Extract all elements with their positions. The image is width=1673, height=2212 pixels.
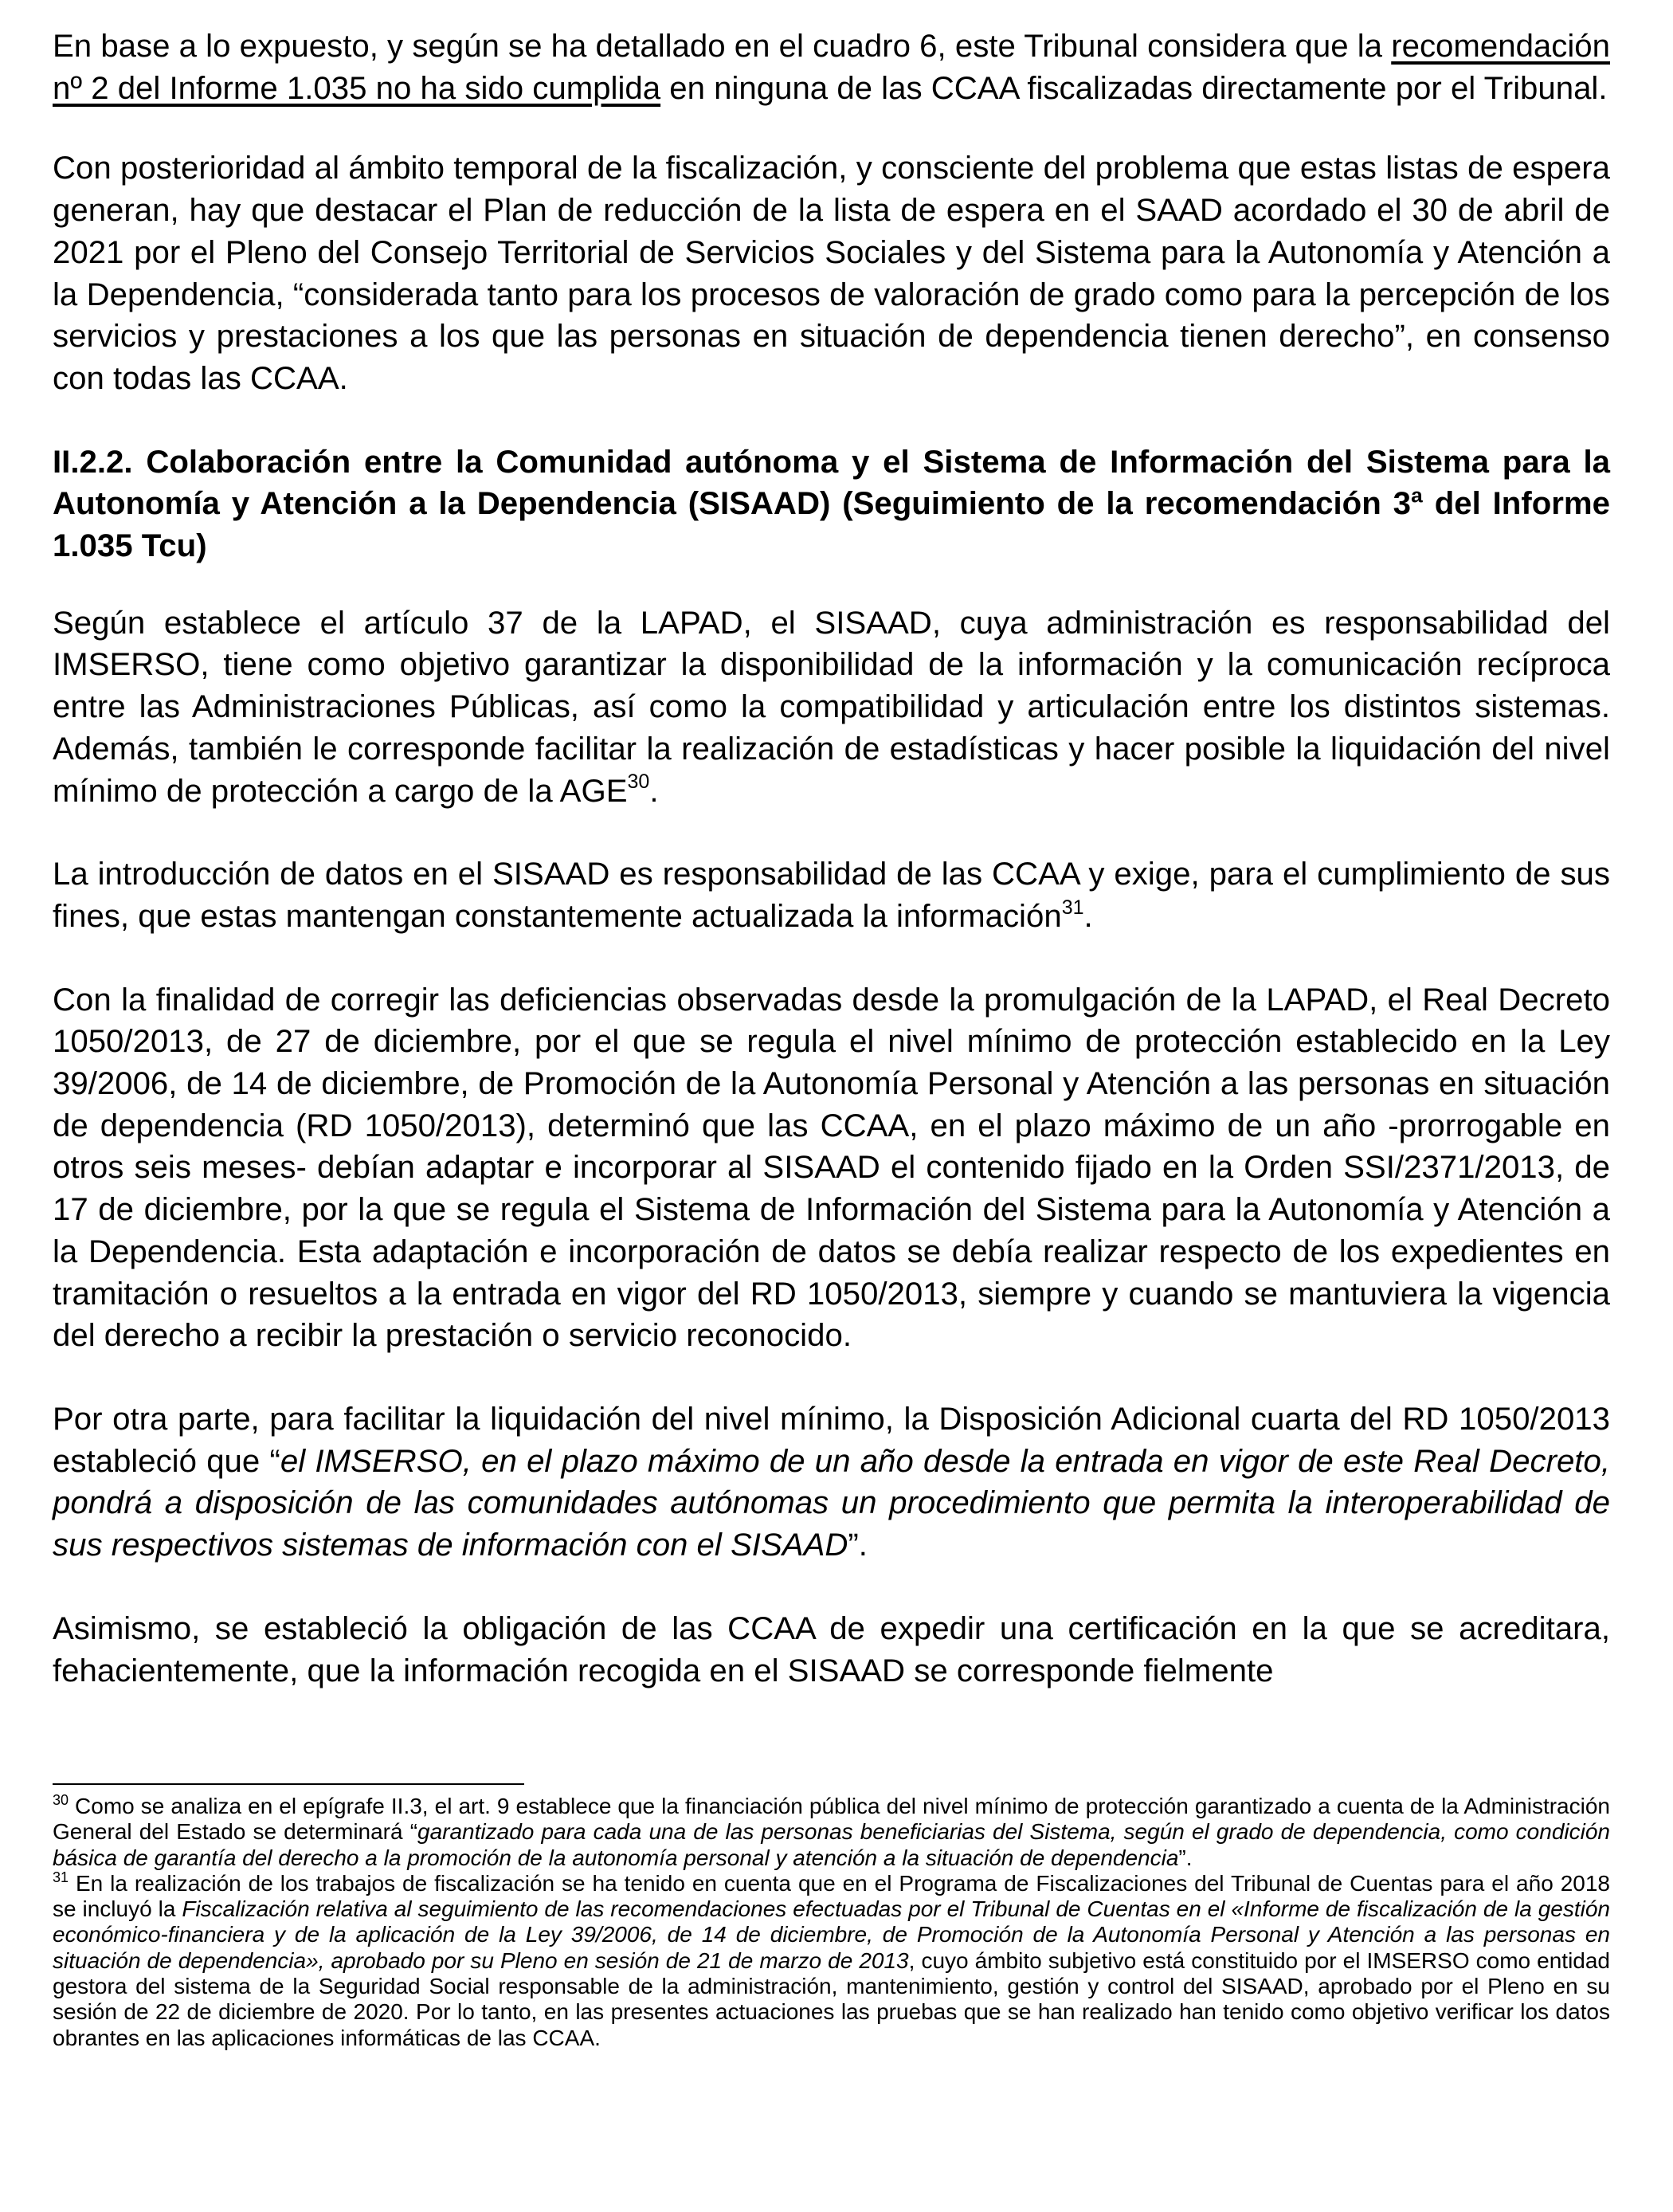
section-heading-ii-2-2: II.2.2. Colaboración entre la Comunidad autónoma y el Sistema de Información del Sistema para la Autonomía y Atención a la Dependencia (SISAAD) (Seguimiento de la recomendación 3ª del Informe 1.035 Tcu) <box>53 443 1610 564</box>
footnote-separator <box>53 1783 524 1785</box>
quoted-regulation: el IMSERSO, en el plazo máximo de un año desde la entrada en vigor de este Real Decreto, pondrá a disposición de las comunidades autónomas un procedimiento que permita la interoperabilidad de sus respectivos sistemas de información con el SISAAD <box>53 1442 1610 1563</box>
footnote-31: $^{31}$ En la realización de los trabajos de fiscalización se ha tenido en cuenta que en el Programa de Fiscalizaciones del Tribunal de Cuentas para el año 2018 se incluyó la Fiscalización relativa al seguimiento de las recomendaciones efectuadas por el Tribunal de Cuentas en el «Informe de fiscalización de la gestión económico-financiera y de la aplicación de la Ley 39/2006, de 14 de diciembre, de Promoción de la Autonomía Personal y Atención a las personas en situación de dependencia», aprobado por su Pleno en sesión de 21 de marzo de 2013, cuyo ámbito subjetivo está constituido por el IMSERSO como entidad gestora del sistema de la Seguridad Social responsable de la administración, mantenimiento, gestión y control del SISAAD, aprobado por el Pleno en su sesión de 22 de diciembre de 2020. Por lo tanto, en las presentes actuaciones las pruebas que se han realizado han tenido como objetivo verificar los datos obrantes en las aplicaciones informáticas de las CCAA. <box>53 1869 1611 2050</box>
paragraph-plan-reduccion: Con posterioridad al ámbito temporal de la fiscalización, y consciente del problema que estas listas de espera generan, hay que destacar el Plan de reducción de la lista de espera en el SAAD acordado el 30 de abril de 2021 por el Pleno del Consejo Territorial de Servicios Sociales y del Sistema para la Autonomía y Atención a la Dependencia, “considerada tanto para los procesos de valoración de grado como para la percepción de los servicios y prestaciones a los que las personas en situación de dependencia tienen derecho”, en consenso con todas las CCAA. <box>53 150 1610 396</box>
paragraph-certificacion: Asimismo, se estableció la obligación de las CCAA de expedir una certificación en la que se acreditara, fehacientemente, que la información recogida en el SISAAD se corresponde fielmente <box>53 1610 1610 1688</box>
paragraph-data-entry: La introducción de datos en el SISAAD es responsabilidad de las CCAA y exige, para el cumplimiento de sus fines, que estas mantengan constantemente actualizada la información$^{31}$. <box>53 856 1610 934</box>
footnote-ref-31: 31 <box>1061 896 1084 919</box>
underlined-finding: recomendación nº 2 del Informe 1.035 no ha sido cumplida <box>53 28 1610 106</box>
paragraph-conclusion-rec2: En base a lo expuesto, y según se ha detallado en el cuadro 6, este Tribunal considera que la recomendación nº 2 del Informe 1.035 no ha sido cumplida en ninguna de las CCAA fiscalizadas directamente por el Tribunal. <box>53 28 1610 106</box>
report-page-body <box>53 25 1610 1733</box>
footnotes <box>53 1791 1611 2051</box>
footnote-ref-30: 30 <box>627 771 650 794</box>
paragraph-rd-1050-2013: Con la finalidad de corregir las deficiencias observadas desde la promulgación de la LAPAD, el Real Decreto 1050/2013, de 27 de diciembre, por el que se regula el nivel mínimo de protección establecido en la Ley 39/2006, de 14 de diciembre, de Promoción de la Autonomía Personal y Atención a las personas en situación de dependencia (RD 1050/2013), determinó que las CCAA, en el plazo máximo de un año -prorrogable en otros seis meses- debían adaptar e incorporar al SISAAD el contenido fijado en la Orden SSI/2371/2013, de 17 de diciembre, por la que se regula el Sistema de Información del Sistema para la Autonomía y Atención a la Dependencia. Esta adaptación e incorporación de datos se debía realizar respecto de los expedientes en tramitación o resueltos a la entrada en vigor del RD 1050/2013, siempre y cuando se mantuviera la vigencia del derecho a recibir la prestación o servicio reconocido. <box>53 981 1610 1354</box>
paragraph-disposicion-adicional: Por otra parte, para facilitar la liquidación del nivel mínimo, la Disposición Adicional cuarta del RD 1050/2013 estableció que “el IMSERSO, en el plazo máximo de un año desde la entrada en vigor de este Real Decreto, pondrá a disposición de las comunidades autónomas un procedimiento que permita la interoperabilidad de sus respectivos sistemas de información con el SISAAD”. <box>53 1400 1610 1563</box>
paragraph-sisaad-article37: Según establece el artículo 37 de la LAPAD, el SISAAD, cuya administración es responsabilidad del IMSERSO, tiene como objetivo garantizar la disponibilidad de la información y la comunicación recíproca entre las Administraciones Públicas, así como la compatibilidad y articulación entre los distintos sistemas. Además, también le corresponde facilitar la realización de estadísticas y hacer posible la liquidación del nivel mínimo de protección a cargo de la AGE$^{30}$. <box>53 604 1610 809</box>
footnote-30: $^{30}$ Como se analiza en el epígrafe II.3, el art. 9 establece que la financiación pública del nivel mínimo de protección garantizado a cuenta de la Administración General del Estado se determinará “garantizado para cada una de las personas beneficiarias del Sistema, según el grado de dependencia, como condición básica de garantía del derecho a la promoción de la autonomía personal y atención a la situación de dependencia”. <box>53 1791 1610 1870</box>
